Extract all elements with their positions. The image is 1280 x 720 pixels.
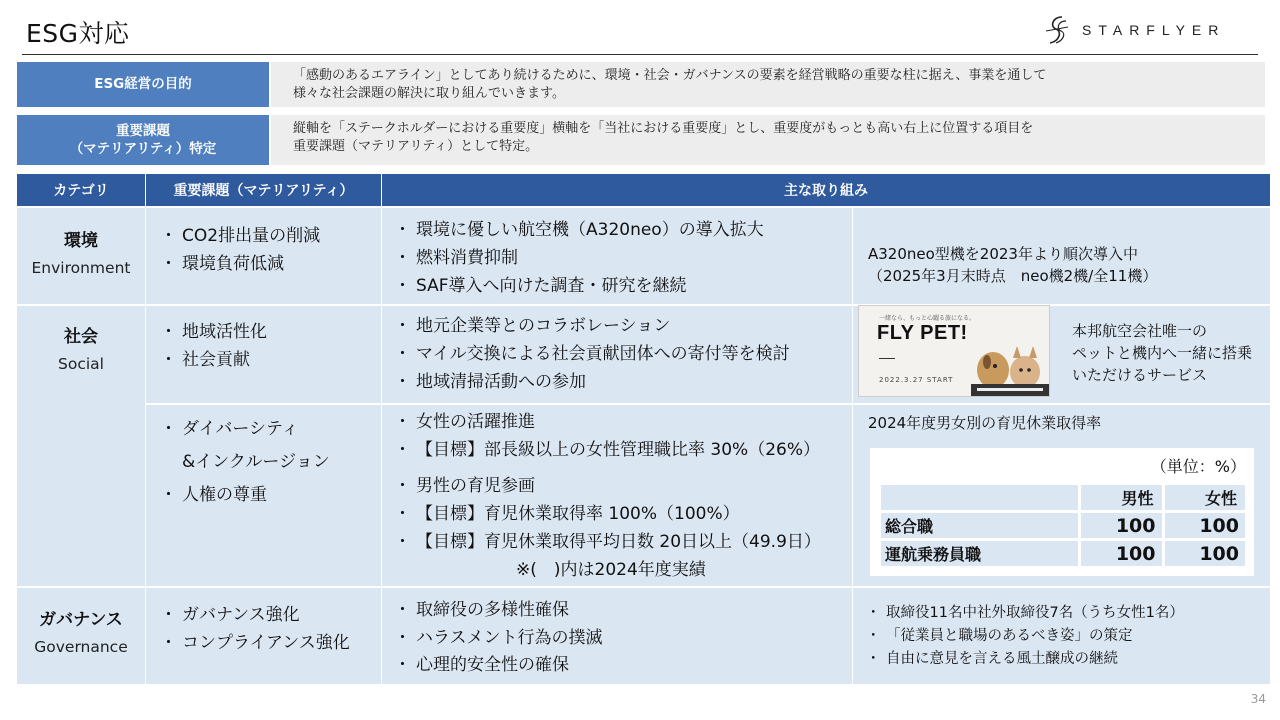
pet-service-note: 本邦航空会社唯一の ペットと機内へ一緒に搭乗 いただけるサービス: [1072, 322, 1253, 384]
list-item: ・ コンプライアンス強化: [160, 629, 380, 657]
list-item: ・ 自由に意見を言える風土醸成の継続: [866, 648, 1266, 671]
esg-purpose-text: 「感動のあるエアライン」としてあり続けるために、環境・社会・ガバナンスの要素を経営戦略の重要な柱に据え、事業を通して 様々な社会課題の解決に取り組んでいきます。: [271, 62, 1265, 107]
governance-notes-list: [866, 602, 1266, 672]
results-footnote: ※( )内は2024年度実績: [516, 560, 706, 580]
category-governance-jp: ガバナンス: [39, 610, 123, 630]
category-environment-en: Environment: [31, 259, 131, 277]
row-label: 運航乗務員職: [880, 540, 1080, 568]
social-issues-list-b: [160, 413, 380, 512]
page-title: ESG対応: [26, 19, 130, 48]
list-item: ・ 地元企業等とのコラボレーション: [394, 312, 849, 340]
list-item: ・ 環境に優しい航空機（A320neo）の導入拡大: [394, 216, 849, 244]
list-item: ・ マイル交換による社会貢献団体への寄付等を検討: [394, 340, 849, 368]
list-item: ・ 取締役11名中社外取締役7名（うち女性1名）: [866, 602, 1266, 625]
list-item: ・ 心理的安全性の確保: [394, 652, 849, 680]
list-item: ・ 社会貢献: [160, 346, 380, 374]
social-actions-list-a: [394, 312, 849, 396]
list-item: ・ ガバナンス強化: [160, 601, 380, 629]
table-row: [880, 540, 1247, 568]
materiality-identification-text: 縦軸を「ステークホルダーにおける重要度」横軸を「当社における重要度」とし、重要度がもっとも高い右上に位置する項目を 重要課題（マテリアリティ）として特定。: [271, 115, 1265, 165]
starflyer-emblem-icon: [1040, 13, 1074, 47]
list-item: ・ 取締役の多様性確保: [394, 597, 849, 625]
list-item: ・ ダイバーシティ &インクルージョン: [160, 413, 380, 479]
category-social-en: Social: [58, 355, 104, 373]
list-item: ・ SAF導入へ向けた調査・研究を継続: [394, 272, 849, 300]
category-environment-jp: 環境: [64, 231, 98, 251]
social-actions-list-b1: [394, 408, 849, 464]
environment-note: A320neo型機を2023年より順次導入中 （2025年3月末時点 neo機2機/全11機）: [868, 245, 1158, 285]
category-governance-en: Governance: [34, 638, 128, 656]
materiality-identification-label: [17, 115, 269, 165]
list-item: ・ 【目標】育児休業取得率 100%（100%）: [394, 500, 849, 528]
column-divider: [852, 208, 853, 684]
parental-leave-table: [878, 482, 1248, 569]
fly-pet-service-image: [858, 305, 1050, 397]
esg-purpose-row: [17, 62, 1265, 107]
materiality-label-line2: （マテリアリティ）特定: [69, 141, 217, 157]
logo-wordmark: STARFLYER: [1082, 22, 1226, 38]
list-item: ・ 地域清掃活動への参加: [394, 368, 849, 396]
pet-illustration-icon: [971, 334, 1049, 396]
category-governance: [17, 605, 145, 656]
list-item: ・ 女性の活躍推進: [394, 408, 849, 436]
female-value: 100: [1163, 540, 1247, 568]
male-value: 100: [1080, 512, 1164, 540]
title-divider: [22, 54, 1258, 55]
table-header-male: 男性: [1080, 484, 1164, 512]
pet-image-date: 2022.3.27 START: [879, 376, 954, 384]
materiality-label-line1: 重要課題: [116, 122, 170, 139]
table-header-female: 女性: [1163, 484, 1247, 512]
list-item: ・ ハラスメント行為の撲滅: [394, 625, 849, 653]
leave-table-box: [870, 448, 1254, 576]
table-row: [880, 512, 1247, 540]
social-subrow-divider: [146, 403, 1270, 405]
list-item: ・ 人権の尊重: [160, 479, 380, 512]
page-number: 34: [1250, 692, 1266, 706]
list-item: ・ 地域活性化: [160, 318, 380, 346]
social-actions-list-b2: [394, 472, 849, 556]
male-value: 100: [1080, 540, 1164, 568]
category-social: [17, 322, 145, 373]
column-divider: [145, 208, 146, 684]
governance-issues-list: [160, 601, 380, 657]
header-materiality: 重要課題（マテリアリティ）: [146, 174, 381, 206]
governance-actions-list: [394, 597, 849, 680]
esg-purpose-label: ESG経営の目的: [17, 62, 269, 107]
category-social-jp: 社会: [64, 327, 98, 347]
list-item: ・ CO2排出量の削減: [160, 222, 380, 250]
leave-table-unit: （単位：%）: [1150, 457, 1246, 476]
starflyer-logo: [1040, 12, 1225, 48]
pet-image-rule: [879, 358, 895, 359]
header-initiatives: 主な取り組み: [382, 174, 1270, 206]
pet-image-tagline: 一緒なら、もっと心躍る旅になる。: [879, 315, 976, 322]
list-item: ・ 燃料消費抑制: [394, 244, 849, 272]
leave-table-title: 2024年度男女別の育児休業取得率: [868, 414, 1102, 432]
list-item: ・ 環境負荷低減: [160, 250, 380, 278]
female-value: 100: [1163, 512, 1247, 540]
environment-issues-list: [160, 222, 380, 278]
table-header-empty: [880, 484, 1080, 512]
social-issues-list-a: [160, 318, 380, 374]
header-category: カテゴリ: [17, 174, 145, 206]
pet-image-title: FLY PET!: [877, 322, 968, 344]
list-item: ・ 【目標】部長級以上の女性管理職比率 30%（26%）: [394, 436, 849, 464]
table-row: [880, 484, 1247, 512]
environment-actions-list: [394, 216, 849, 300]
list-item: ・ 【目標】育児休業取得平均日数 20日以上（49.9日）: [394, 528, 849, 556]
category-environment: [17, 226, 145, 277]
row-label: 総合職: [880, 512, 1080, 540]
materiality-identification-row: [17, 115, 1265, 165]
list-item: ・ 「従業員と職場のあるべき姿」の策定: [866, 625, 1266, 648]
list-item: ・ 男性の育児参画: [394, 472, 849, 500]
column-divider: [381, 208, 382, 684]
